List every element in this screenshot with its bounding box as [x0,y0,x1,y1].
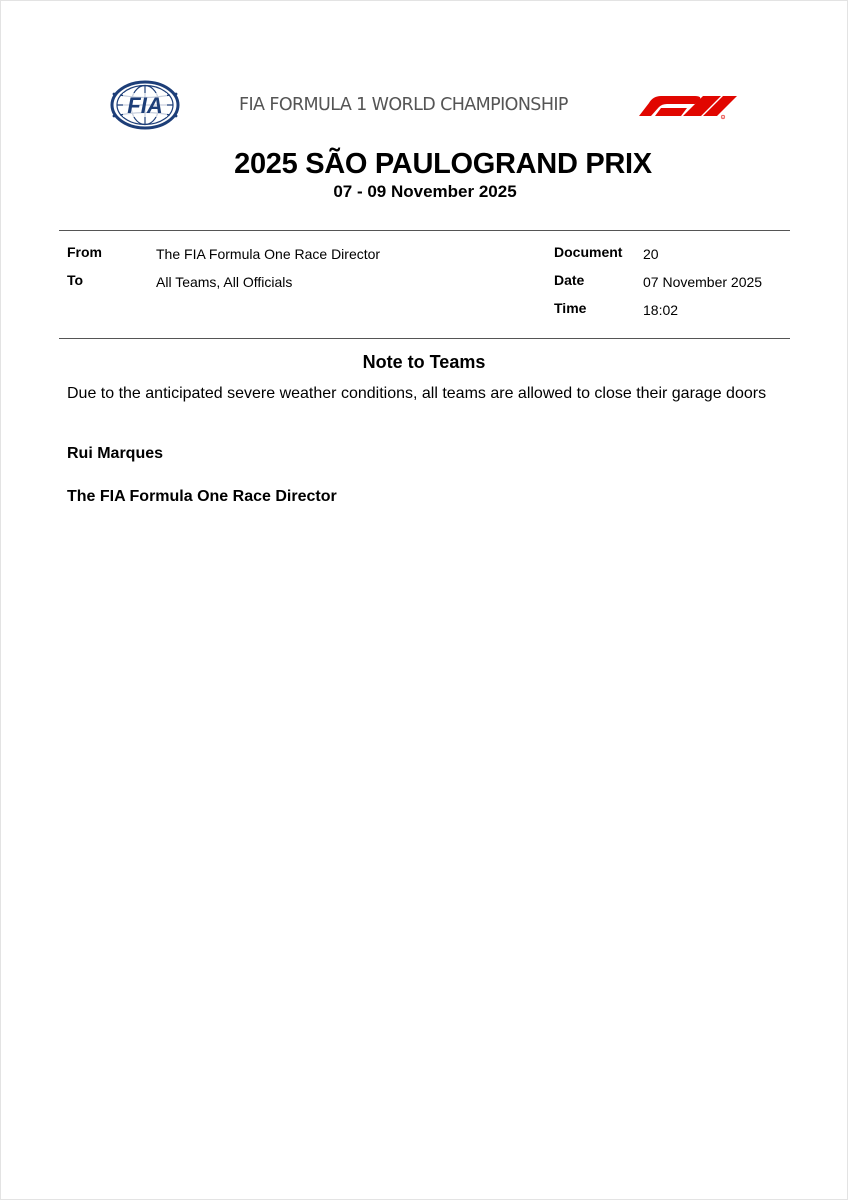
signature-name: Rui Marques [67,445,164,462]
note-title: Note to Teams [362,352,486,372]
championship-title: FIA FORMULA 1 WORLD CHAMPIONSHIP [239,95,568,115]
time-label: Time [554,300,587,316]
fia-logo [109,80,181,130]
date-value: 07 November 2025 [643,274,763,290]
to-value: All Teams, All Officials [156,274,293,290]
svg-text:R: R [722,117,724,119]
f1-logo [637,90,741,120]
header-divider [59,230,790,231]
signature-role: The FIA Formula One Race Director [67,488,337,505]
from-label: From [67,244,102,260]
to-label: To [67,272,84,288]
fia-logo-text: FIA [127,93,163,118]
time-value: 18:02 [643,302,679,318]
event-title: 2025 SÃO PAULOGRAND PRIX [234,148,652,180]
date-label: Date [554,272,585,288]
document-number: 20 [643,246,659,262]
document-label: Document [554,244,623,260]
from-value: The FIA Formula One Race Director [156,246,381,262]
note-body: Due to the anticipated severe weather conditions, all teams are allowed to close their garage doors [67,385,767,402]
meta-divider [59,338,790,339]
event-dates: 07 - 09 November 2025 [333,182,517,201]
